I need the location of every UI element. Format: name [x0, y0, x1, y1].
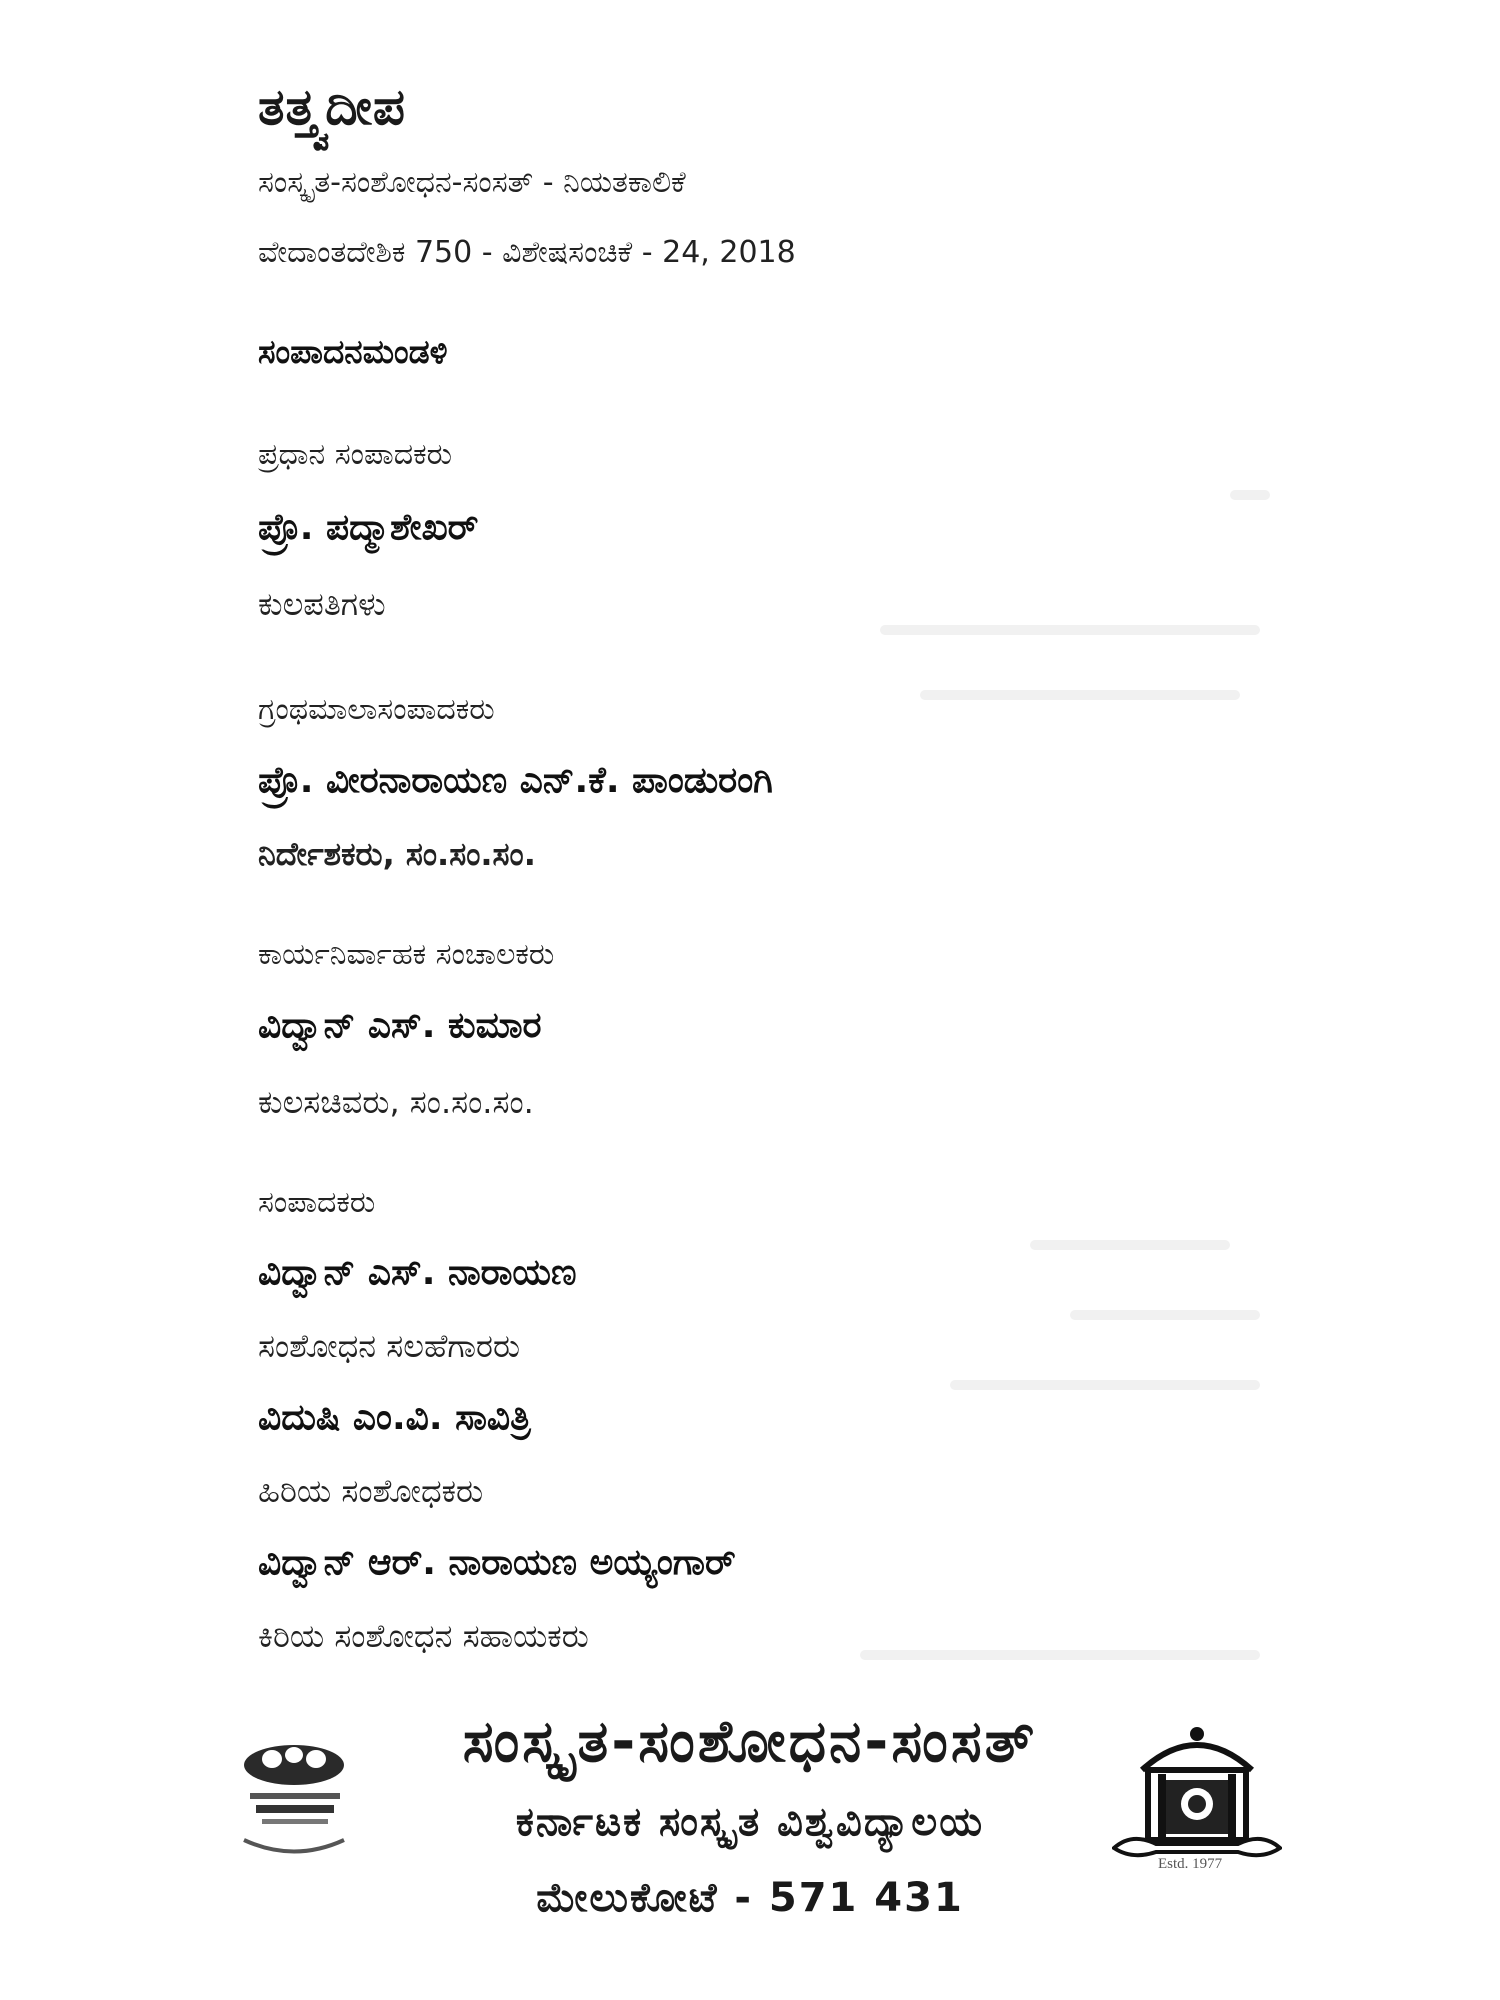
member-affiliation: ಕಿರಿಯ ಸಂಶೋಧನ ಸಹಾಯಕರು	[258, 1617, 589, 1655]
member-role: ಕಾರ್ಯನಿರ್ವಾಹಕ ಸಂಚಾಲಕರು	[258, 937, 555, 972]
member-affiliation: ನಿರ್ದೇಶಕರು, ಸಂ.ಸಂ.ಸಂ.	[258, 835, 536, 873]
member-affiliation: ಕುಲಸಚಿವರು, ಸಂ.ಸಂ.ಸಂ.	[258, 1083, 534, 1121]
member-affiliation: ಸಂಶೋಧನ ಸಲಹೆಗಾರರು	[258, 1327, 521, 1365]
member-name: ಪ್ರೊ. ಪದ್ಮಾಶೇಖರ್	[258, 507, 479, 548]
university-name: ಕರ್ನಾಟಕ ಸಂಸ್ಕೃತ ವಿಶ್ವವಿದ್ಯಾಲಯ	[515, 1799, 985, 1845]
scan-bleed-mark	[1230, 490, 1270, 500]
member-role: ಗ್ರಂಥಮಾಲಾಸಂಪಾದಕರು	[258, 692, 495, 727]
seal-text: Estd. 1977	[1158, 1856, 1223, 1872]
member-name: ಪ್ರೊ. ವೀರನಾರಾಯಣ ಎನ್.ಕೆ. ಪಾಂಡುರಂಗಿ	[258, 760, 773, 801]
special-issue-line: ವೇದಾಂತದೇಶಿಕ 750 - ವಿಶೇಷಸಂಚಿಕೆ - 24, 2018	[258, 235, 796, 270]
member-role: ಸಂಪಾದಕರು	[258, 1185, 376, 1220]
scan-bleed-mark	[1030, 1240, 1230, 1250]
journal-subtitle: ಸಂಸ್ಕೃತ-ಸಂಶೋಧನ-ಸಂಸತ್ - ನಿಯತಕಾಲಿಕೆ	[258, 165, 686, 200]
member-name: ವಿದ್ವಾನ್ ಎಸ್. ನಾರಾಯಣ	[258, 1252, 577, 1293]
member-name: ವಿದುಷಿ ಎಂ.ವಿ. ಸಾವಿತ್ರಿ	[258, 1397, 531, 1438]
journal-title: ತತ್ತ್ವದೀಪ	[258, 78, 406, 136]
scan-bleed-mark	[950, 1380, 1260, 1390]
member-name: ವಿದ್ವಾನ್ ಆರ್. ನಾರಾಯಣ ಅಯ್ಯಂಗಾರ್	[258, 1542, 736, 1583]
place-pincode: ಮೇಲುಕೋಟೆ - 571 431	[536, 1875, 964, 1921]
member-role: ಪ್ರಧಾನ ಸಂಪಾದಕರು	[258, 437, 453, 472]
institute-name: ಸಂಸ್ಕೃತ-ಸಂಶೋಧನ-ಸಂಸತ್	[462, 1707, 1038, 1775]
scan-bleed-mark	[880, 625, 1260, 635]
editorial-board-heading: ಸಂಪಾದನಮಂಡಳಿ	[258, 332, 448, 371]
member-affiliation: ಕುಲಪತಿಗಳು	[258, 585, 386, 623]
scan-bleed-mark	[920, 690, 1240, 700]
scan-bleed-mark	[1070, 1310, 1260, 1320]
scan-bleed-mark	[860, 1650, 1260, 1660]
member-name: ವಿದ್ವಾನ್ ಎಸ್. ಕುಮಾರ	[258, 1005, 542, 1046]
member-affiliation: ಹಿರಿಯ ಸಂಶೋಧಕರು	[258, 1472, 484, 1510]
